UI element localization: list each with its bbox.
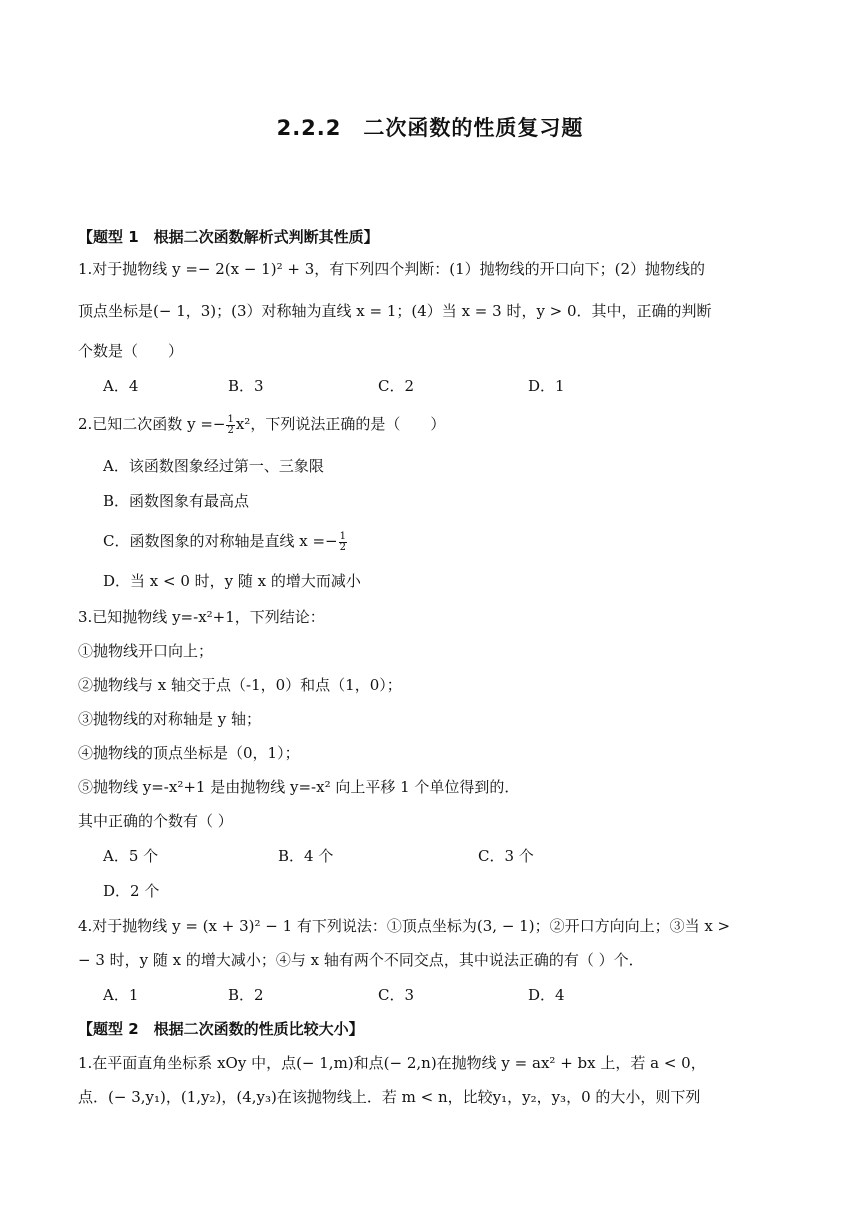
section1-heading: 【题型 1 根据二次函数解析式判断其性质】 xyxy=(78,228,379,246)
q3-item-5: ⑤抛物线 y=-x²+1 是由抛物线 y=-x² 向上平移 1 个单位得到的． xyxy=(78,778,520,796)
q1-option-c: C．2 xyxy=(378,377,415,395)
q2-stem-prefix: 2.已知二次函数 y =− xyxy=(78,415,226,433)
q3-item-1: ①抛物线开口向上； xyxy=(78,642,214,660)
q2-option-b: B．函数图象有最高点 xyxy=(103,492,250,510)
q1-line3: 个数是（ ） xyxy=(78,342,184,360)
page-title: 2.2.2 二次函数的性质复习题 xyxy=(276,116,584,140)
q1-line1: 1.对于抛物线 y =− 2(x − 1)² + 3，有下列四个判断：(1）抛物线的开口向下；(2）抛物线的 xyxy=(78,260,706,278)
q1-option-a: A．4 xyxy=(103,377,139,395)
q3-option-d: D．2 个 xyxy=(103,882,160,900)
q1-option-d: D．1 xyxy=(528,377,565,395)
s2-q1-line2: 点．(− 3,y₁)，(1,y₂)，(4,y₃)在该抛物线上．若 m < n，比较y₁，y₂，y₃，0 的大小，则下列 xyxy=(78,1088,701,1106)
q2-option-a: A．该函数图象经过第一、三象限 xyxy=(103,457,324,475)
q2-option-d: D．当 x < 0 时，y 随 x 的增大而减小 xyxy=(103,572,361,590)
q3-option-b: B．4 个 xyxy=(278,847,334,865)
q4-option-c: C．3 xyxy=(378,986,415,1004)
q2-frac-num: 1 xyxy=(227,413,234,425)
q1-line2: 顶点坐标是(− 1，3)；(3）对称轴为直线 x = 1；(4）当 x = 3 时，y > 0．其中，正确的判断 xyxy=(78,302,712,320)
q3-option-c: C．3 个 xyxy=(478,847,534,865)
q4-line1: 4.对于抛物线 y = (x + 3)² − 1 有下列说法：①顶点坐标为(3, − 1)；②开口方向向上；③当 x > xyxy=(78,917,731,935)
q3-stem: 3.已知抛物线 y=-x²+1，下列结论： xyxy=(78,608,325,626)
q4-option-b: B．2 xyxy=(228,986,264,1004)
q4-line2: − 3 时，y 随 x 的增大减小；④与 x 轴有两个不同交点，其中说法正确的有（ ）个． xyxy=(78,951,644,969)
q2-option-c-frac-den: 2 xyxy=(339,541,346,553)
q1-option-b: B．3 xyxy=(228,377,264,395)
q3-item-2: ②抛物线与 x 轴交于点（-1，0）和点（1，0）； xyxy=(78,676,402,694)
q3-item-3: ③抛物线的对称轴是 y 轴； xyxy=(78,710,262,728)
q2-option-c xyxy=(103,530,348,553)
q2-option-c-frac-num: 1 xyxy=(339,530,346,542)
section2-heading: 【题型 2 根据二次函数的性质比较大小】 xyxy=(78,1020,364,1038)
q2-option-c-fraction xyxy=(339,532,347,553)
q4-option-a: A．1 xyxy=(103,986,139,1004)
q2-frac-den: 2 xyxy=(227,424,234,436)
q2-stem xyxy=(78,413,445,436)
q2-option-c-prefix: C．函数图象的对称轴是直线 x =− xyxy=(103,532,338,550)
q4-option-d: D．4 xyxy=(528,986,565,1004)
q2-fraction xyxy=(226,415,234,436)
q3-item-4: ④抛物线的顶点坐标是（0，1）； xyxy=(78,744,300,762)
q3-ask: 其中正确的个数有（ ） xyxy=(78,812,233,830)
s2-q1-line1: 1.在平面直角坐标系 xOy 中，点(− 1,m)和点(− 2,n)在抛物线 y = ax² + bx 上，若 a < 0， xyxy=(78,1054,706,1072)
q3-option-a: A．5 个 xyxy=(103,847,159,865)
q2-stem-suffix: x²，下列说法正确的是（ ） xyxy=(235,415,446,433)
